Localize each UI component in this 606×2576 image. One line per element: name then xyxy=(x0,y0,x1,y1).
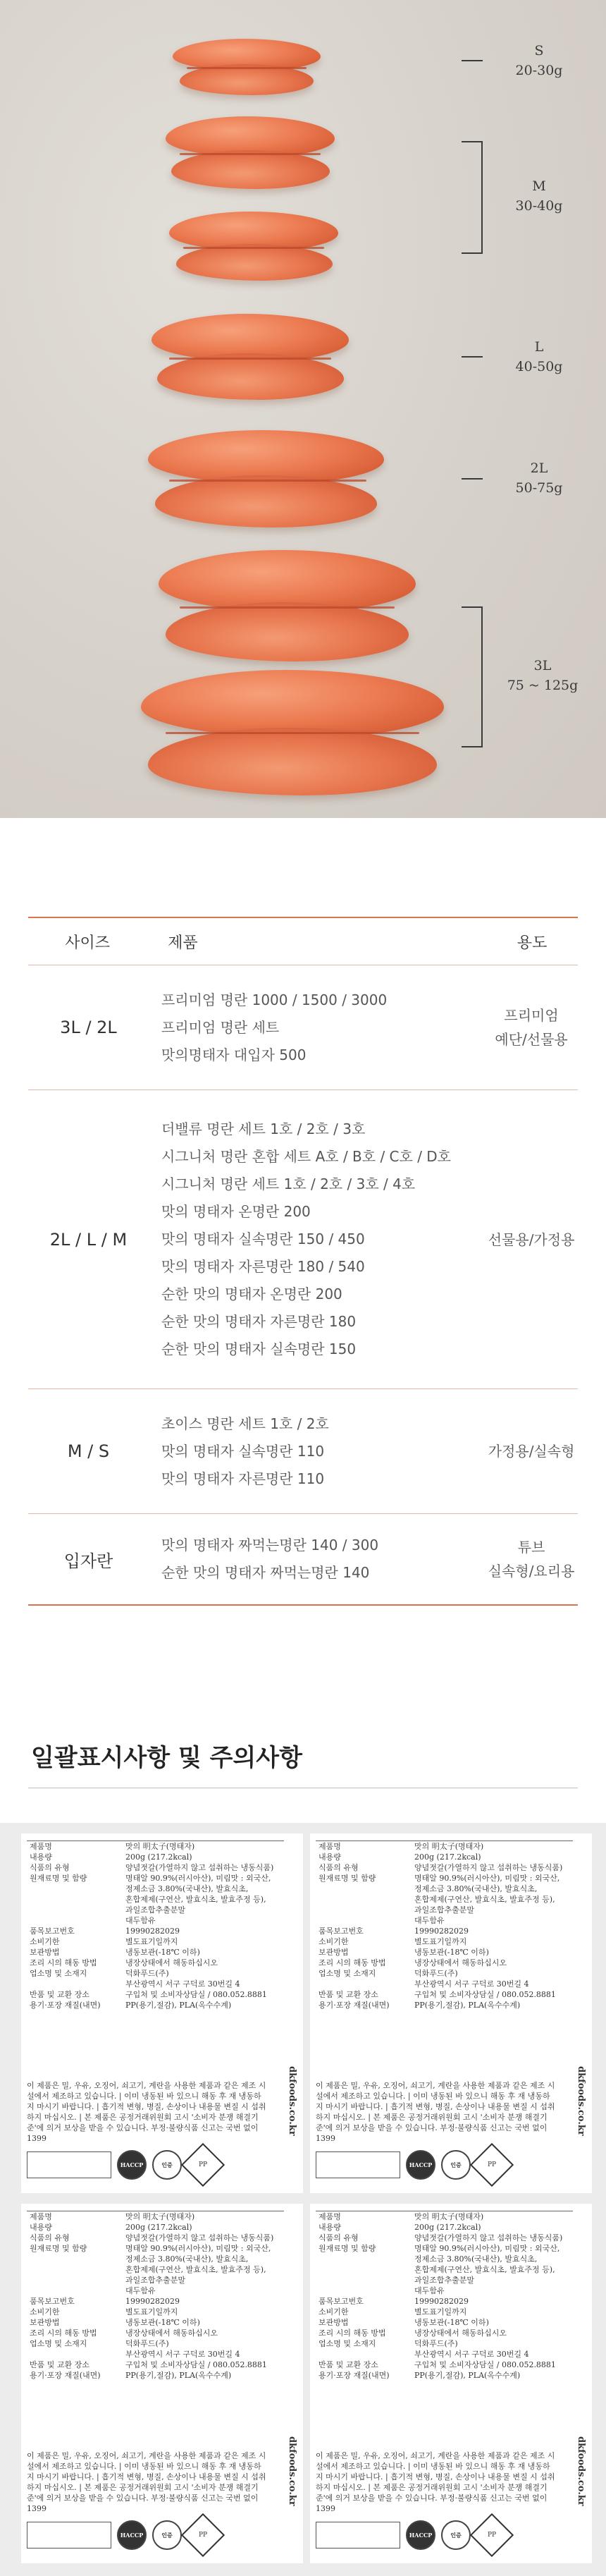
label-key: 업소명 및 소재지 xyxy=(319,1969,376,1978)
label-key: 조리 시의 해동 방법 xyxy=(319,1958,386,1967)
label-value: 정제소금 3.80%(국내산), 발효식초, xyxy=(125,1884,249,1893)
label-key: 조리 시의 해동 방법 xyxy=(30,2328,97,2338)
label-value: 19990282029 xyxy=(414,1927,469,1936)
label-row xyxy=(316,1905,573,1915)
row-size: 입자란 xyxy=(63,1551,113,1571)
product-item: 초이스 명란 세트 1호 / 2호 xyxy=(161,1415,329,1432)
label-key: 내용량 xyxy=(30,2223,52,2232)
label-key xyxy=(27,2275,125,2285)
label-card xyxy=(21,2204,303,2563)
table-row xyxy=(28,1389,578,1514)
label-key: 업소명 및 소재지 xyxy=(30,1969,87,1978)
label-key: 용기·포장 재질(내면) xyxy=(30,2001,101,2010)
label-row xyxy=(316,2243,573,2254)
label-value: 과일조합추출분말 xyxy=(125,2276,186,2285)
marker-m-bracket xyxy=(481,141,483,254)
label-row xyxy=(27,2243,284,2254)
label-value: 냉동보관(-18℃ 이하) xyxy=(125,1948,200,1957)
label-key: 제품명 xyxy=(319,2212,341,2221)
marker-s-tick xyxy=(462,60,483,61)
label-row xyxy=(316,2000,573,2010)
label-value: 별도표기일까지 xyxy=(414,2307,467,2316)
roe-3l-2 xyxy=(141,670,444,797)
product-item: 맛의 명태자 짜먹는명란 140 / 300 xyxy=(161,1537,379,1553)
label-value: 맛의 明太子(명태자) xyxy=(414,1842,484,1851)
certification-icon: 인증 xyxy=(441,2520,471,2550)
label-row xyxy=(27,1894,284,1905)
label-key: 식품의 유형 xyxy=(319,2233,359,2242)
label-key xyxy=(27,2254,125,2264)
label-value: 별도표기일까지 xyxy=(414,1937,467,1946)
label-row xyxy=(316,2360,573,2370)
label-row xyxy=(316,1979,573,1989)
label-row xyxy=(27,1884,284,1894)
label-value: 대두함유 xyxy=(414,2286,445,2295)
label-row xyxy=(27,1989,284,2000)
marker-3l-bracket xyxy=(481,606,483,747)
label-card xyxy=(310,1833,592,2193)
label-key: 보관방법 xyxy=(30,2318,60,2327)
label-value: 양념젓갈(가열하지 않고 섭취하는 냉동식품) xyxy=(125,2233,274,2242)
label-row xyxy=(316,2285,573,2296)
label-value: 19990282029 xyxy=(125,2297,180,2306)
label-value: 명태알 90.9%(러시아산), 미림맛 : 외국산, xyxy=(125,1874,271,1883)
label-value: 정제소금 3.80%(국내산), 발효식초, xyxy=(414,2254,538,2264)
label-value: 별도표기일까지 xyxy=(125,2307,178,2316)
label-value: 구입처 및 소비자상담실 / 080.052.8881 xyxy=(125,1990,267,1999)
label-key xyxy=(27,1905,125,1915)
label-row xyxy=(27,1915,284,1926)
label-row xyxy=(316,1968,573,1979)
label-row xyxy=(316,2317,573,2328)
label-row xyxy=(316,1852,573,1862)
label-value: 냉장상태에서 해동하십시오 xyxy=(125,1958,218,1967)
label-info-table xyxy=(316,1841,573,2074)
size-name: 2L xyxy=(530,460,548,476)
label-key: 보관방법 xyxy=(319,1948,349,1957)
label-grid xyxy=(0,1823,606,2576)
label-row xyxy=(316,2222,573,2233)
label-row xyxy=(316,1958,573,1968)
product-item: 프리미엄 명란 세트 xyxy=(161,1018,280,1036)
use-text: 예단/선물용 xyxy=(495,1031,568,1048)
label-key: 품목보고번호 xyxy=(319,2297,364,2306)
label-value: 혼합제제(구연산, 발효식초, 발효주정 등), xyxy=(414,1895,555,1904)
label-value: 과일조합추출분말 xyxy=(414,1905,475,1915)
nutrition-table xyxy=(27,2151,111,2178)
roe-l xyxy=(152,314,349,402)
marker-l-tick xyxy=(462,356,483,358)
product-item: 시그니처 명란 세트 1호 / 2호 / 3호 / 4호 xyxy=(161,1176,416,1192)
label-key xyxy=(27,1894,125,1905)
label-row xyxy=(27,2000,284,2010)
label-key xyxy=(316,1979,414,1989)
label-key: 내용량 xyxy=(319,1852,341,1862)
size-label-3l xyxy=(493,656,592,695)
product-item: 맛의 명태자 자른명란 180 / 540 xyxy=(161,1258,365,1275)
label-value: 혼합제제(구연산, 발효식초, 발효주정 등), xyxy=(414,2265,555,2274)
label-row xyxy=(316,2307,573,2317)
recycle-icon: PP xyxy=(470,2143,514,2187)
label-value: 덕화푸드(주) xyxy=(414,2339,458,2348)
use-text: 가정용/실속형 xyxy=(488,1443,575,1460)
label-row xyxy=(27,2338,284,2349)
label-row xyxy=(27,2254,284,2264)
roe-3l-1 xyxy=(159,550,416,663)
label-key: 원재료명 및 함량 xyxy=(319,1874,376,1883)
marker-2l-tick xyxy=(462,478,483,480)
label-value: 구입처 및 소비자상담실 / 080.052.8881 xyxy=(125,2360,267,2369)
label-value: 과일조합추출분말 xyxy=(414,2276,475,2285)
label-value: 명태알 90.9%(러시아산), 미림맛 : 외국산, xyxy=(414,2244,560,2253)
roe-m-2 xyxy=(169,212,338,282)
product-item: 맛의명태자 대입자 500 xyxy=(161,1046,307,1063)
label-value: 맛의 明太子(명태자) xyxy=(125,2212,195,2221)
row-size: 2L / L / M xyxy=(49,1229,128,1250)
label-row xyxy=(316,2254,573,2264)
size-weight: 50-75g xyxy=(515,480,563,496)
size-weight: 30-40g xyxy=(515,198,563,214)
label-value: 덕화푸드(주) xyxy=(125,2339,169,2348)
label-row xyxy=(27,1926,284,1936)
label-value: 200g (217.2kcal) xyxy=(125,1852,192,1862)
label-value: PP(용기,절감), PLA(옥수수계) xyxy=(414,2371,521,2380)
label-key: 내용량 xyxy=(319,2223,341,2232)
use-text: 프리미엄 xyxy=(504,1007,559,1024)
label-marks xyxy=(27,2517,295,2553)
label-key: 원재료명 및 함량 xyxy=(30,2244,87,2253)
size-name: M xyxy=(532,178,546,194)
label-key: 업소명 및 소재지 xyxy=(319,2339,376,2348)
label-key: 원재료명 및 함량 xyxy=(319,2244,376,2253)
label-key: 업소명 및 소재지 xyxy=(30,2339,87,2348)
label-value: 부산광역시 서구 구덕로 30번길 4 xyxy=(125,1979,240,1989)
label-row xyxy=(316,2275,573,2285)
label-key xyxy=(316,2264,414,2275)
label-row xyxy=(316,1894,573,1905)
certification-icon: 인증 xyxy=(152,2520,182,2550)
product-item: 더밸류 명란 세트 1호 / 2호 / 3호 xyxy=(161,1121,366,1137)
label-row xyxy=(27,2370,284,2381)
label-row xyxy=(27,2233,284,2243)
label-key: 반품 및 교환 장소 xyxy=(319,2360,378,2369)
label-key xyxy=(27,2264,125,2275)
label-key xyxy=(316,2254,414,2264)
label-key: 조리 시의 해동 방법 xyxy=(30,1958,97,1967)
label-notice: 이 제품은 밀, 우유, 오징어, 쇠고기, 계란을 사용한 제품과 같은 제조 시설에서 제조하고 있습니다. | 이미 냉동된 바 있으니 해동 후 재 냉동하지 마시기 바랍니다. | 흡기적 변형, 병질, 손상이나 내용물 변질 시 섭취하지 마십시오. | 본 제품은 공정거래위원회 고시 '소비자 분쟁 해결기준'에 의거 보상을 받을 수 있습니다. 부정·불량식품 신고는 국번 없이 1399 xyxy=(316,2081,555,2143)
label-value: 양념젓갈(가열하지 않고 섭취하는 냉동식품) xyxy=(125,1863,274,1872)
label-row xyxy=(316,1926,573,1936)
label-value: 명태알 90.9%(러시아산), 미림맛 : 외국산, xyxy=(414,1874,560,1883)
label-key: 조리 시의 해동 방법 xyxy=(319,2328,386,2338)
label-value: 덕화푸드(주) xyxy=(414,1969,458,1978)
label-key: 품목보고번호 xyxy=(30,2297,75,2306)
label-key: 식품의 유형 xyxy=(319,1863,359,1872)
product-item: 맛의 명태자 실속명란 110 xyxy=(161,1442,325,1460)
label-row xyxy=(27,1852,284,1862)
label-value: 200g (217.2kcal) xyxy=(125,2223,192,2232)
haccp-icon: HACCP xyxy=(406,2150,435,2180)
label-row xyxy=(27,2307,284,2317)
label-key: 제품명 xyxy=(319,1842,341,1851)
label-row xyxy=(27,1958,284,1968)
label-value: 양념젓갈(가열하지 않고 섭취하는 냉동식품) xyxy=(414,2233,563,2242)
label-row xyxy=(27,2264,284,2275)
label-key: 소비기한 xyxy=(30,1937,60,1946)
label-key xyxy=(316,1894,414,1905)
label-row xyxy=(27,2349,284,2360)
label-notice: 이 제품은 밀, 우유, 오징어, 쇠고기, 계란을 사용한 제품과 같은 제조 시설에서 제조하고 있습니다. | 이미 냉동된 바 있으니 해동 후 재 냉동하지 마시기 바랍니다. | 흡기적 변형, 병질, 손상이나 내용물 변질 시 섭취하지 마십시오. | 본 제품은 공정거래위원회 고시 '소비자 분쟁 해결기준'에 의거 보상을 받을 수 있습니다. 부정·불량식품 신고는 국번 없이 1399 xyxy=(316,2451,555,2513)
label-marks xyxy=(27,2147,295,2183)
label-row xyxy=(27,1936,284,1947)
size-label-s xyxy=(497,41,581,80)
label-value: 구입처 및 소비자상담실 / 080.052.8881 xyxy=(414,1990,556,1999)
table-header xyxy=(28,918,578,965)
size-label-m xyxy=(497,176,581,216)
use-text: 튜브 xyxy=(517,1539,545,1556)
size-label-2l xyxy=(497,458,581,498)
certification-icon: 인증 xyxy=(152,2150,182,2180)
size-name: S xyxy=(534,43,544,59)
label-row xyxy=(27,2275,284,2285)
label-row xyxy=(316,2233,573,2243)
label-key: 소비기한 xyxy=(319,1937,349,1946)
label-value: 양념젓갈(가열하지 않고 섭취하는 냉동식품) xyxy=(414,1863,563,1872)
size-weight: 75 ~ 125g xyxy=(507,678,579,693)
label-info-table xyxy=(316,2211,573,2444)
label-row xyxy=(316,2296,573,2307)
label-row xyxy=(316,2264,573,2275)
label-card xyxy=(21,1833,303,2193)
label-row xyxy=(27,1947,284,1958)
label-row xyxy=(27,1862,284,1873)
label-key: 용기·포장 재질(내면) xyxy=(319,2001,390,2010)
label-key: 보관방법 xyxy=(30,1948,60,1957)
label-key: 용기·포장 재질(내면) xyxy=(319,2371,390,2380)
label-value: 냉동보관(-18℃ 이하) xyxy=(414,1948,489,1957)
label-row xyxy=(316,1884,573,1894)
label-value: 대두함유 xyxy=(414,1916,445,1925)
label-row xyxy=(27,2328,284,2338)
nutrition-table xyxy=(27,2522,111,2548)
label-brand: dkfoods.co.kr xyxy=(576,2436,586,2506)
recycle-icon: PP xyxy=(181,2513,225,2557)
label-row xyxy=(316,1841,573,1852)
label-value: 맛의 明太子(명태자) xyxy=(414,2212,484,2221)
label-key xyxy=(27,2349,125,2360)
label-key: 반품 및 교환 장소 xyxy=(319,1990,378,1999)
section-title: 일괄표시사항 및 주의사항 xyxy=(31,1744,302,1772)
label-key: 소비기한 xyxy=(30,2307,60,2316)
recycle-icon: PP xyxy=(181,2143,225,2187)
label-key xyxy=(316,1884,414,1894)
label-value: 200g (217.2kcal) xyxy=(414,1852,481,1862)
label-value: 부산광역시 서구 구덕로 30번길 4 xyxy=(414,1979,529,1989)
product-item: 순한 맛의 명태자 짜먹는명란 140 xyxy=(161,1564,370,1581)
label-key: 용기·포장 재질(내면) xyxy=(30,2371,101,2380)
label-key: 품목보고번호 xyxy=(30,1927,75,1936)
label-row xyxy=(316,1862,573,1873)
label-row xyxy=(27,1873,284,1884)
roe-s xyxy=(173,39,321,95)
label-value: 냉동보관(-18℃ 이하) xyxy=(125,2318,200,2327)
label-row xyxy=(27,1979,284,1989)
label-value: PP(용기,절감), PLA(옥수수계) xyxy=(125,2371,232,2380)
label-info-table xyxy=(27,1841,284,2074)
label-card xyxy=(310,2204,592,2563)
label-key xyxy=(316,2349,414,2360)
label-row xyxy=(27,2285,284,2296)
label-key: 제품명 xyxy=(30,2212,52,2221)
label-key xyxy=(316,1915,414,1926)
label-key: 반품 및 교환 장소 xyxy=(30,2360,89,2369)
table-row xyxy=(28,1514,578,1604)
size-name: 3L xyxy=(533,658,552,673)
label-row xyxy=(316,1947,573,1958)
label-row xyxy=(316,2338,573,2349)
label-marks xyxy=(316,2517,583,2553)
label-marks xyxy=(316,2147,583,2183)
certification-icon: 인증 xyxy=(441,2150,471,2180)
product-item: 순한 맛의 명태자 온명란 200 xyxy=(161,1286,342,1302)
row-size: M / S xyxy=(67,1441,110,1461)
label-row xyxy=(27,1968,284,1979)
product-item: 시그니처 명란 혼합 세트 A호 / B호 / C호 / D호 xyxy=(161,1148,452,1165)
roe-m-1 xyxy=(166,116,335,190)
label-value: PP(용기,절감), PLA(옥수수계) xyxy=(414,2001,521,2010)
header-size: 사이즈 xyxy=(65,934,111,952)
label-value: 대두함유 xyxy=(125,1916,156,1925)
label-key: 보관방법 xyxy=(319,2318,349,2327)
label-key: 식품의 유형 xyxy=(30,1863,70,1872)
label-row xyxy=(27,2360,284,2370)
label-key: 제품명 xyxy=(30,1842,52,1851)
label-row xyxy=(316,2328,573,2338)
label-value: 냉장상태에서 해동하십시오 xyxy=(414,2328,507,2338)
use-text: 실속형/요리용 xyxy=(488,1563,575,1580)
label-value: PP(용기,절감), PLA(옥수수계) xyxy=(125,2001,232,2010)
label-row xyxy=(316,2349,573,2360)
product-item: 순한 맛의 명태자 실속명란 150 xyxy=(161,1341,357,1357)
label-row xyxy=(27,1841,284,1852)
row-size: 3L / 2L xyxy=(60,1018,117,1037)
label-row xyxy=(316,1989,573,2000)
label-key xyxy=(316,1905,414,1915)
label-value: 200g (217.2kcal) xyxy=(414,2223,481,2232)
label-key: 내용량 xyxy=(30,1852,52,1862)
label-value: 구입처 및 소비자상담실 / 080.052.8881 xyxy=(414,2360,556,2369)
label-key: 품목보고번호 xyxy=(319,1927,364,1936)
label-info-table xyxy=(27,2211,284,2444)
table-row xyxy=(28,1090,578,1389)
label-value: 혼합제제(구연산, 발효식초, 발효주정 등), xyxy=(125,2265,266,2274)
use-text: 선물용/가정용 xyxy=(488,1231,575,1248)
size-product-table xyxy=(28,917,578,1606)
label-row xyxy=(27,2222,284,2233)
label-value: 냉장상태에서 해동하십시오 xyxy=(125,2328,218,2338)
label-value: 대두함유 xyxy=(125,2286,156,2295)
label-row xyxy=(27,2296,284,2307)
size-weight: 40-50g xyxy=(515,359,563,374)
label-brand: dkfoods.co.kr xyxy=(287,2066,297,2136)
product-item: 맛의 명태자 실속명란 150 / 450 xyxy=(161,1231,365,1247)
label-value: 정제소금 3.80%(국내산), 발효식초, xyxy=(125,2254,249,2264)
haccp-icon: HACCP xyxy=(117,2520,147,2550)
label-brand: dkfoods.co.kr xyxy=(576,2066,586,2136)
table-row xyxy=(28,965,578,1090)
label-value: 부산광역시 서구 구덕로 30번길 4 xyxy=(125,2350,240,2359)
label-row xyxy=(316,2370,573,2381)
roe-2l xyxy=(148,430,384,529)
product-item: 맛의 명태자 자른명란 110 xyxy=(161,1470,325,1487)
label-value: 덕화푸드(주) xyxy=(125,1969,169,1978)
label-value: 명태알 90.9%(러시아산), 미림맛 : 외국산, xyxy=(125,2244,271,2253)
size-name: L xyxy=(534,339,544,355)
label-row xyxy=(316,1936,573,1947)
label-key xyxy=(27,1884,125,1894)
label-key: 식품의 유형 xyxy=(30,2233,70,2242)
label-key xyxy=(27,2285,125,2296)
label-row xyxy=(27,1905,284,1915)
label-key: 소비기한 xyxy=(319,2307,349,2316)
label-value: 냉장상태에서 해동하십시오 xyxy=(414,1958,507,1967)
label-row xyxy=(316,2211,573,2222)
label-key xyxy=(27,1915,125,1926)
product-item: 순한 맛의 명태자 자른명란 180 xyxy=(161,1313,357,1330)
label-value: 19990282029 xyxy=(414,2297,469,2306)
label-row xyxy=(27,2317,284,2328)
label-value: 냉동보관(-18℃ 이하) xyxy=(414,2318,489,2327)
label-row xyxy=(316,1873,573,1884)
label-key xyxy=(27,1979,125,1989)
label-key xyxy=(316,2275,414,2285)
haccp-icon: HACCP xyxy=(406,2520,435,2550)
label-value: 맛의 明太子(명태자) xyxy=(125,1842,195,1851)
label-value: 부산광역시 서구 구덕로 30번길 4 xyxy=(414,2350,529,2359)
label-value: 별도표기일까지 xyxy=(125,1937,178,1946)
nutrition-table xyxy=(316,2151,400,2178)
label-row xyxy=(316,1915,573,1926)
product-item: 프리미엄 명란 1000 / 1500 / 3000 xyxy=(161,991,388,1008)
label-value: 정제소금 3.80%(국내산), 발효식초, xyxy=(414,1884,538,1893)
label-key: 반품 및 교환 장소 xyxy=(30,1990,89,1999)
nutrition-table xyxy=(316,2522,400,2548)
label-value: 19990282029 xyxy=(125,1927,180,1936)
label-value: 과일조합추출분말 xyxy=(125,1905,186,1915)
label-key xyxy=(316,2285,414,2296)
label-row xyxy=(27,2211,284,2222)
size-weight: 20-30g xyxy=(515,63,563,78)
recycle-icon: PP xyxy=(470,2513,514,2557)
label-brand: dkfoods.co.kr xyxy=(287,2436,297,2506)
product-item: 맛의 명태자 온명란 200 xyxy=(161,1203,311,1220)
product-hero-image xyxy=(0,0,606,818)
haccp-icon: HACCP xyxy=(117,2150,147,2180)
label-value: 혼합제제(구연산, 발효식초, 발효주정 등), xyxy=(125,1895,266,1904)
label-key: 원재료명 및 함량 xyxy=(30,1874,87,1883)
header-product: 제품 xyxy=(168,934,198,952)
label-notice: 이 제품은 밀, 우유, 오징어, 쇠고기, 계란을 사용한 제품과 같은 제조 시설에서 제조하고 있습니다. | 이미 냉동된 바 있으니 해동 후 재 냉동하지 마시기 바랍니다. | 흡기적 변형, 병질, 손상이나 내용물 변질 시 섭취하지 마십시오. | 본 제품은 공정거래위원회 고시 '소비자 분쟁 해결기준'에 의거 보상을 받을 수 있습니다. 부정·불량식품 신고는 국번 없이 1399 xyxy=(27,2081,266,2143)
size-label-l xyxy=(497,337,581,377)
header-use: 용도 xyxy=(517,934,548,952)
label-notice: 이 제품은 밀, 우유, 오징어, 쇠고기, 계란을 사용한 제품과 같은 제조 시설에서 제조하고 있습니다. | 이미 냉동된 바 있으니 해동 후 재 냉동하지 마시기 바랍니다. | 흡기적 변형, 병질, 손상이나 내용물 변질 시 섭취하지 마십시오. | 본 제품은 공정거래위원회 고시 '소비자 분쟁 해결기준'에 의거 보상을 받을 수 있습니다. 부정·불량식품 신고는 국번 없이 1399 xyxy=(27,2451,266,2513)
